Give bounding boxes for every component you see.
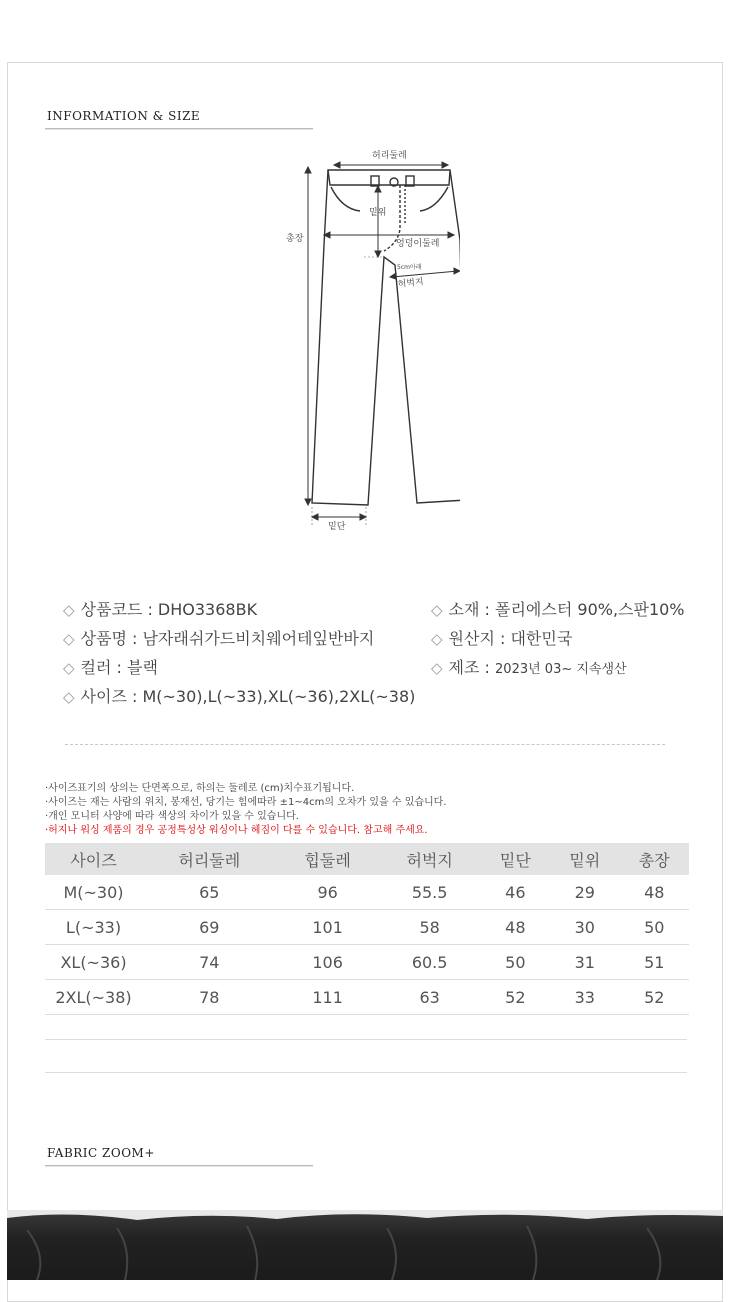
diamond-bullet-icon: ◇ (63, 659, 75, 677)
diamond-bullet-icon: ◇ (63, 630, 75, 648)
table-row: L(~33) 69 101 58 48 30 50 (45, 910, 689, 945)
diamond-bullet-icon: ◇ (431, 601, 443, 619)
diamond-bullet-icon: ◇ (63, 688, 75, 706)
table-row: M(~30) 65 96 55.5 46 29 48 (45, 875, 689, 910)
info-row-color: ◇ 컬러 : 블랙 (63, 653, 415, 682)
header-hip: 힙둘레 (277, 843, 379, 875)
info-section-title: INFORMATION & SIZE (47, 109, 201, 123)
fabric-section-rule (45, 1165, 313, 1167)
note-line: ·개인 모니터 사양에 따라 색상의 차이가 있을 수 있습니다. (45, 811, 299, 822)
info-row-product-code: ◇ 상품코드 : DHO3368BK (63, 595, 415, 624)
diagram-label-thigh: 허벅지 (397, 277, 425, 290)
info-row-material: ◇ 소재 : 폴리에스터 90%,스판10% (431, 595, 685, 624)
diamond-bullet-icon: ◇ (431, 630, 443, 648)
fabric-zoom-photo (7, 1210, 723, 1280)
note-line: ·사이즈표기의 상의는 단면폭으로, 하의는 둘레로 (cm)치수표기됩니다. (45, 783, 355, 794)
header-rise: 밑위 (550, 843, 619, 875)
diagram-label-rise: 밑위 (369, 208, 387, 218)
diamond-bullet-icon: ◇ (63, 601, 75, 619)
info-row-manufacture: ◇ 제조 : 2023년 03~ 지속생산 (431, 653, 685, 682)
fabric-section-title: FABRIC ZOOM+ (47, 1146, 155, 1160)
header-total-length: 총장 (620, 843, 689, 875)
product-info-left (63, 595, 415, 711)
note-warning: ·허지나 워싱 제품의 경우 공정특성상 워싱이나 헤짐이 다를 수 있습니다. 참고해 주세요. (45, 825, 428, 836)
product-info-right (431, 595, 685, 682)
info-row-origin: ◇ 원산지 : 대한민국 (431, 624, 685, 653)
diagram-label-hip: 엉덩이둘레 (396, 239, 440, 249)
size-notes (45, 782, 447, 838)
header-size: 사이즈 (45, 843, 142, 875)
diagram-label-hem: 밑단 (328, 522, 346, 532)
table-empty-line (45, 1039, 687, 1040)
table-row: XL(~36) 74 106 60.5 50 31 51 (45, 945, 689, 980)
header-waist: 허리둘레 (142, 843, 277, 875)
header-hem: 밑단 (481, 843, 550, 875)
info-row-product-name: ◇ 상품명 : 남자래쉬가드비치웨어테잎반바지 (63, 624, 415, 653)
size-table-header (45, 843, 689, 875)
manufacture-date: 2023년 03~ 지속생산 (495, 662, 627, 677)
pants-measurement-diagram (280, 145, 460, 540)
note-line: ·사이즈는 재는 사람의 위치, 봉재선, 당기는 힘에따라 ±1~4cm의 오차가 있을 수 있습니다. (45, 797, 447, 808)
diagram-label-waist: 허리둘레 (372, 151, 407, 161)
diamond-bullet-icon: ◇ (431, 659, 443, 677)
info-row-size: ◇ 사이즈 : M(~30),L(~33),XL(~36),2XL(~38) (63, 682, 415, 711)
table-empty-line (45, 1072, 687, 1073)
diagram-label-thigh-note: 5cm아래 (397, 264, 422, 271)
table-row: 2XL(~38) 78 111 63 52 33 52 (45, 980, 689, 1015)
dashed-divider (65, 744, 665, 745)
diagram-label-total-length: 총장 (286, 234, 304, 244)
size-table (45, 843, 689, 1015)
header-thigh: 허벅지 (379, 843, 481, 875)
info-section-rule (45, 128, 313, 130)
